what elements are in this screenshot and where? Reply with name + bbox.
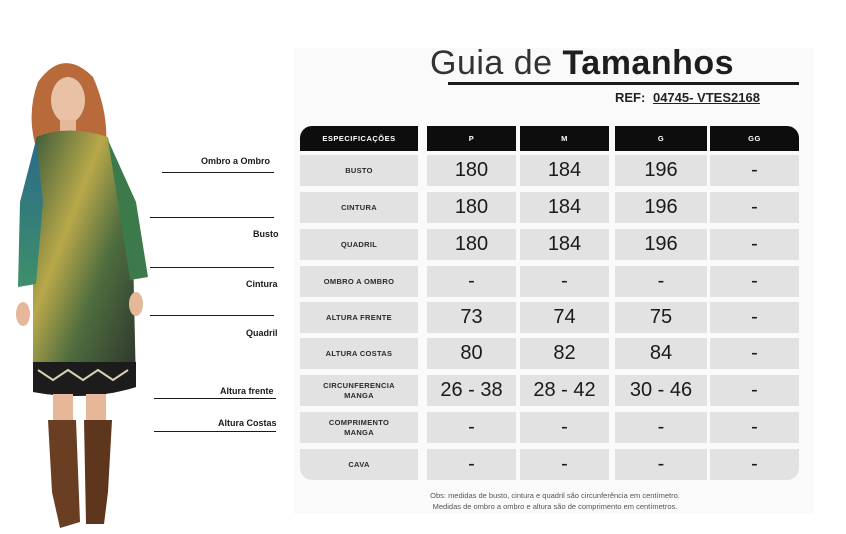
row-label-line: QUADRIL [340,239,378,249]
observation-line: Obs: medidas de busto, cintura e quadril são circunferência em centímetro. [430,491,680,500]
row-label [300,302,418,333]
row-label-line: BUSTO [345,165,373,175]
annotation-line [150,315,274,316]
table-cell: 28 - 42 [520,375,609,406]
table-cell: - [710,155,799,186]
table-cell: 196 [615,155,707,186]
table-cell: 84 [615,338,707,369]
annotation-line [150,267,274,268]
observation-note [300,490,810,512]
table-cell: - [615,449,707,480]
table-cell: 73 [427,302,516,333]
annotation-line [154,398,276,399]
table-cell: 180 [427,192,516,223]
row-label-line: OMBRO A OMBRO [323,276,395,286]
table-cell: 75 [615,302,707,333]
row-label-line: CIRCUNFERENCIA [323,380,395,390]
table-cell: 74 [520,302,609,333]
title-light: Guia de [430,44,553,82]
annotation-quadril: Quadril [246,328,278,338]
row-label [300,449,418,480]
row-label-line: CINTURA [341,202,377,212]
annotation-line [150,217,274,218]
table-cell: 180 [427,229,516,260]
table-cell: - [427,449,516,480]
row-label-line: CAVA [348,459,370,469]
table-cell: 80 [427,338,516,369]
row-label [300,192,418,223]
table-header-m: M [520,126,609,151]
table-cell: - [427,412,516,443]
table-header-g: G [615,126,707,151]
row-label [300,412,418,443]
model-photo [8,52,153,530]
table-cell: 82 [520,338,609,369]
reference-code [615,90,760,105]
table-header-gg: GG [710,126,799,151]
table-cell: - [427,266,516,297]
row-label-line: COMPRIMENTO [328,417,390,427]
title-bold: Tamanhos [562,44,735,82]
table-header-especificacoes: ESPECIFICAÇÕES [300,126,418,151]
row-label [300,266,418,297]
row-label [300,375,418,406]
annotation-line [162,172,274,173]
row-label-line: ALTURA COSTAS [325,348,393,358]
table-cell: - [710,302,799,333]
annotation-altura-costas: Altura Costas [218,418,277,428]
table-cell: 196 [615,192,707,223]
ref-label: REF: [615,90,646,105]
table-cell: 196 [615,229,707,260]
table-cell: 184 [520,192,609,223]
annotation-altura-frente: Altura frente [220,386,274,396]
row-label-line: ALTURA FRENTE [326,312,392,322]
table-cell: - [710,229,799,260]
table-cell: - [710,338,799,369]
page-title [430,44,734,83]
table-cell: - [710,375,799,406]
table-cell: - [615,266,707,297]
row-label-line: MANGA [344,427,374,437]
table-cell: - [520,412,609,443]
table-cell: - [710,449,799,480]
annotation-ombro-a-ombro: Ombro a Ombro [201,156,271,166]
table-cell: 184 [520,155,609,186]
table-cell: - [710,266,799,297]
table-cell: 184 [520,229,609,260]
annotation-busto: Busto [253,229,279,239]
table-cell: - [615,412,707,443]
table-cell: 26 - 38 [427,375,516,406]
table-cell: - [710,192,799,223]
annotation-cintura: Cintura [246,279,278,289]
table-cell: 30 - 46 [615,375,707,406]
row-label [300,338,418,369]
ref-code: 04745- VTES2168 [652,90,760,105]
row-label-line: MANGA [344,390,374,400]
annotation-line [154,431,276,432]
table-cell: 180 [427,155,516,186]
row-label [300,229,418,260]
row-label [300,155,418,186]
table-cell: - [520,266,609,297]
title-underline [448,82,799,85]
table-cell: - [520,449,609,480]
table-header-p: P [427,126,516,151]
table-cell: - [710,412,799,443]
observation-line: Medidas de ombro a ombro e altura são de comprimento em centímetros. [432,502,678,511]
